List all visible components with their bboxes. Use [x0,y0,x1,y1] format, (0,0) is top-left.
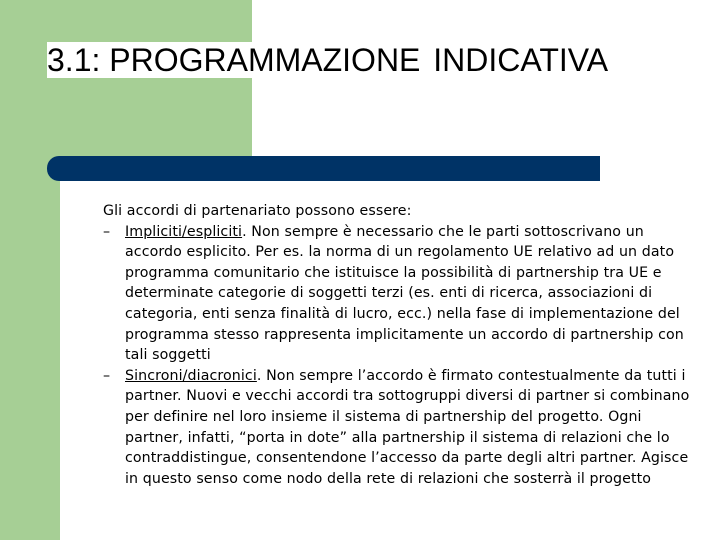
intro-text: Gli accordi di partenariato possono essere: [103,203,412,219]
dash-bullet: – [103,367,111,384]
item-text: . Non sempre è necessario che le parti sottoscrivano un accordo esplicito. Per es. la norma di un regolamento UE relativo ad un dato programma comunitario che istituisce la possibilità di partnership tra UE e determinate categorie di soggetti terzi (es. enti di ricerca, associazioni di categoria, enti senza finalità di lucro, ecc.) nella fase di implementazione del programma stesso rappresenta implicitamente un accordo di partnership con tali soggetti [125,223,684,364]
slide-title-line-1: 3.1: PROGRAMMAZIONE [47,42,424,78]
title-divider-bar [47,156,600,181]
slide-title-line-2: INDICATIVA [433,42,609,78]
slide-title [47,42,647,78]
slide-body [103,201,703,489]
item-term: Impliciti/espliciti [125,223,243,240]
item-term: Sincroni/diacronici [125,367,257,384]
list-item [103,366,703,490]
top-left-green-block [0,0,252,168]
item-text: . Non sempre l’accordo è firmato contestualmente da tutti i partner. Nuovi e vecchi accordi tra sottogruppi diversi di partner si combinano per definire nel loro insieme il sistema di partnership del progetto. Ogni partner, infatti, “porta in dote” alla partnership il sistema di relazioni che lo contraddistingue, consentendone l’accesso da parte degli altri partner. Agisce in questo senso come nodo della rete di relazioni che sosterrà il progetto [125,367,690,487]
dash-bullet: – [103,223,111,240]
list-item [103,222,703,366]
